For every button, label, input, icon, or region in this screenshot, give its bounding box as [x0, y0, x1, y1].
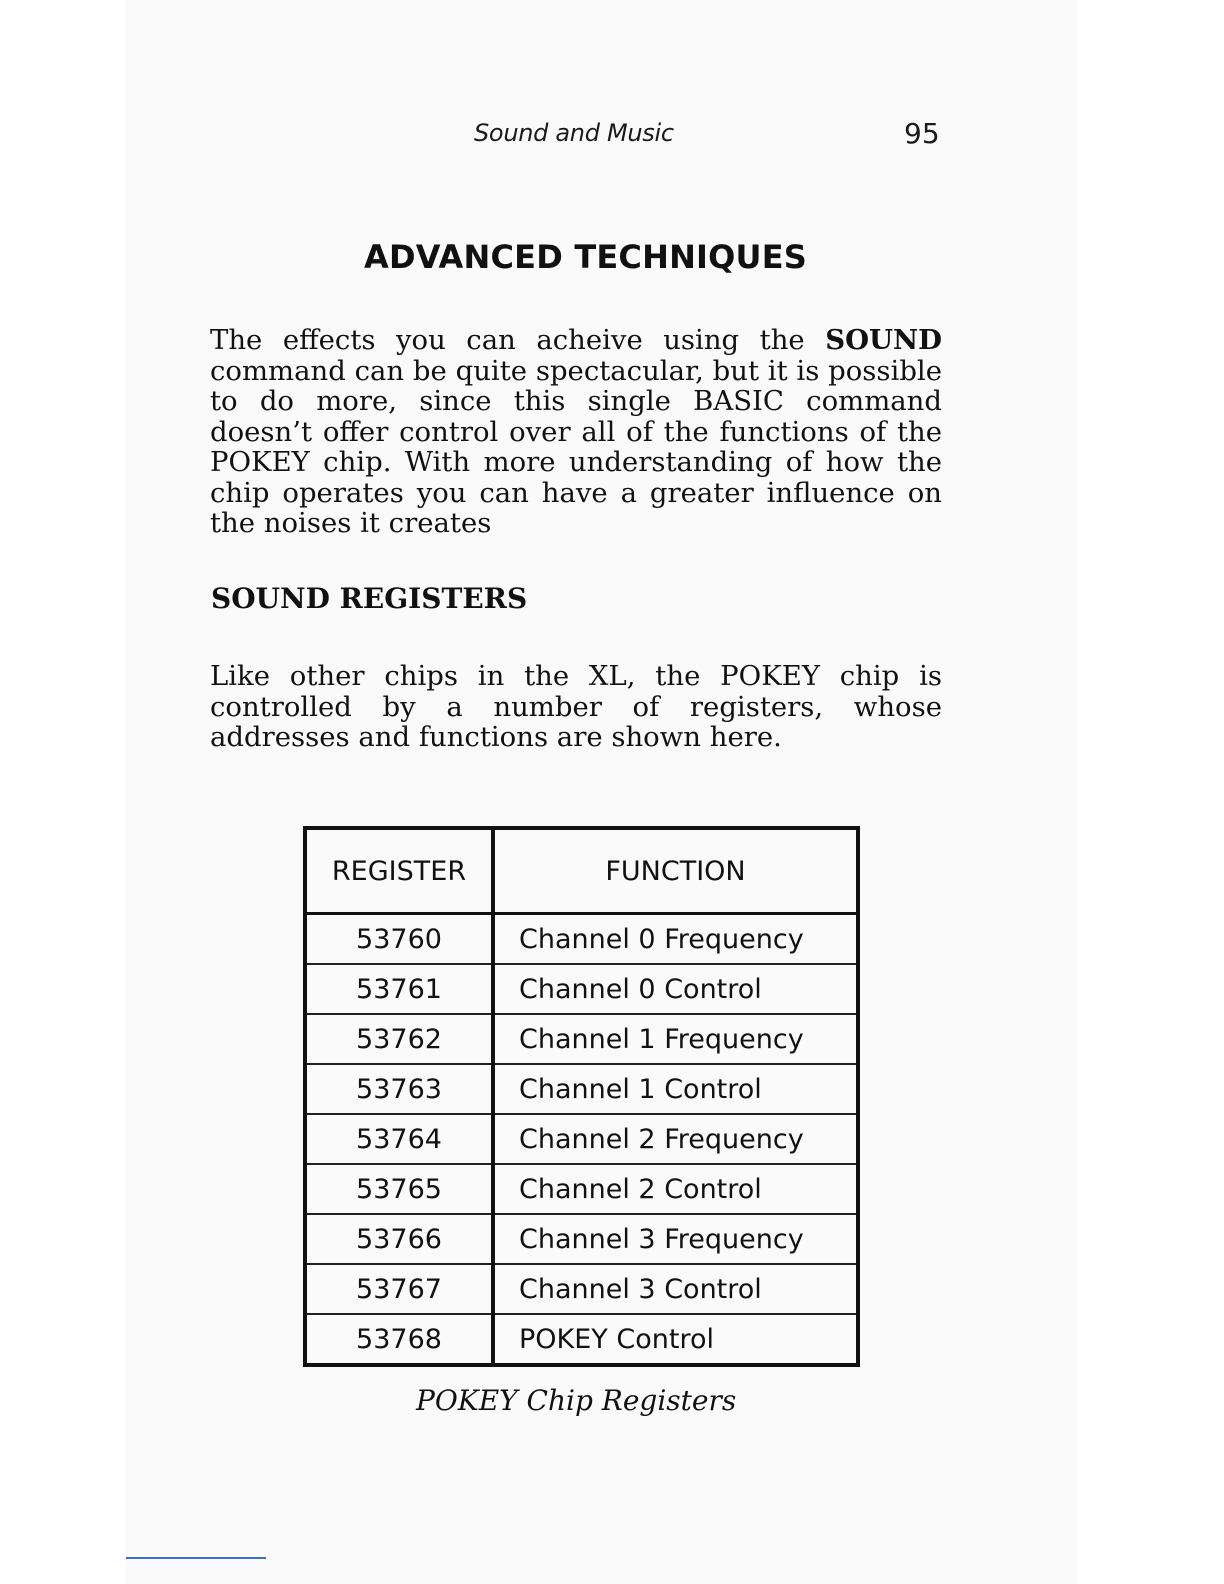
- table-header-row: [305, 828, 858, 914]
- table-row: [305, 1164, 858, 1214]
- function-cell: Channel 0 Control: [493, 964, 858, 1014]
- intro-text-start: The effects you can acheive using the: [210, 324, 826, 356]
- table-row: [305, 964, 858, 1014]
- page-number: 95: [904, 117, 940, 150]
- function-cell: Channel 2 Frequency: [493, 1114, 858, 1164]
- function-cell: Channel 3 Control: [493, 1264, 858, 1314]
- register-cell: 53768: [305, 1314, 493, 1365]
- register-cell: 53762: [305, 1014, 493, 1064]
- register-cell: 53767: [305, 1264, 493, 1314]
- register-cell: 53766: [305, 1214, 493, 1264]
- section-title: ADVANCED TECHNIQUES: [364, 238, 808, 276]
- register-cell: 53764: [305, 1114, 493, 1164]
- intro-paragraph: [210, 325, 942, 539]
- register-cell: 53765: [305, 1164, 493, 1214]
- function-cell: Channel 0 Frequency: [493, 914, 858, 965]
- edge-rule: [126, 1557, 266, 1559]
- register-cell: 53763: [305, 1064, 493, 1114]
- header-register: REGISTER: [305, 828, 493, 914]
- table-row: [305, 1014, 858, 1064]
- table-row: [305, 1264, 858, 1314]
- table-row: [305, 1114, 858, 1164]
- table-row: [305, 1064, 858, 1114]
- function-cell: Channel 2 Control: [493, 1164, 858, 1214]
- function-cell: Channel 1 Control: [493, 1064, 858, 1114]
- table-caption: POKEY Chip Registers: [416, 1384, 737, 1417]
- function-cell: Channel 1 Frequency: [493, 1014, 858, 1064]
- table-row: [305, 1214, 858, 1264]
- table-row: [305, 914, 858, 965]
- function-cell: Channel 3 Frequency: [493, 1214, 858, 1264]
- register-cell: 53761: [305, 964, 493, 1014]
- function-cell: POKEY Control: [493, 1314, 858, 1365]
- running-head: Sound and Music: [474, 119, 674, 147]
- table-row: [305, 1314, 858, 1365]
- header-function: FUNCTION: [493, 828, 858, 914]
- subheading-sound-registers: SOUND REGISTERS: [211, 582, 528, 615]
- registers-paragraph: Like other chips in the XL, the POKEY chip is controlled by a number of registers, whose addresses and functions are shown here.: [210, 660, 942, 753]
- sound-keyword: SOUND: [825, 324, 942, 356]
- register-table: [303, 826, 860, 1367]
- register-cell: 53760: [305, 914, 493, 965]
- intro-text-end: command can be quite spectacular, but it is possible to do more, since this single BASIC command doesn’t offer control over all of the functions of the POKEY chip. With more understanding of how the chip operates you can have a greater influence on the noises it creates: [210, 354, 942, 539]
